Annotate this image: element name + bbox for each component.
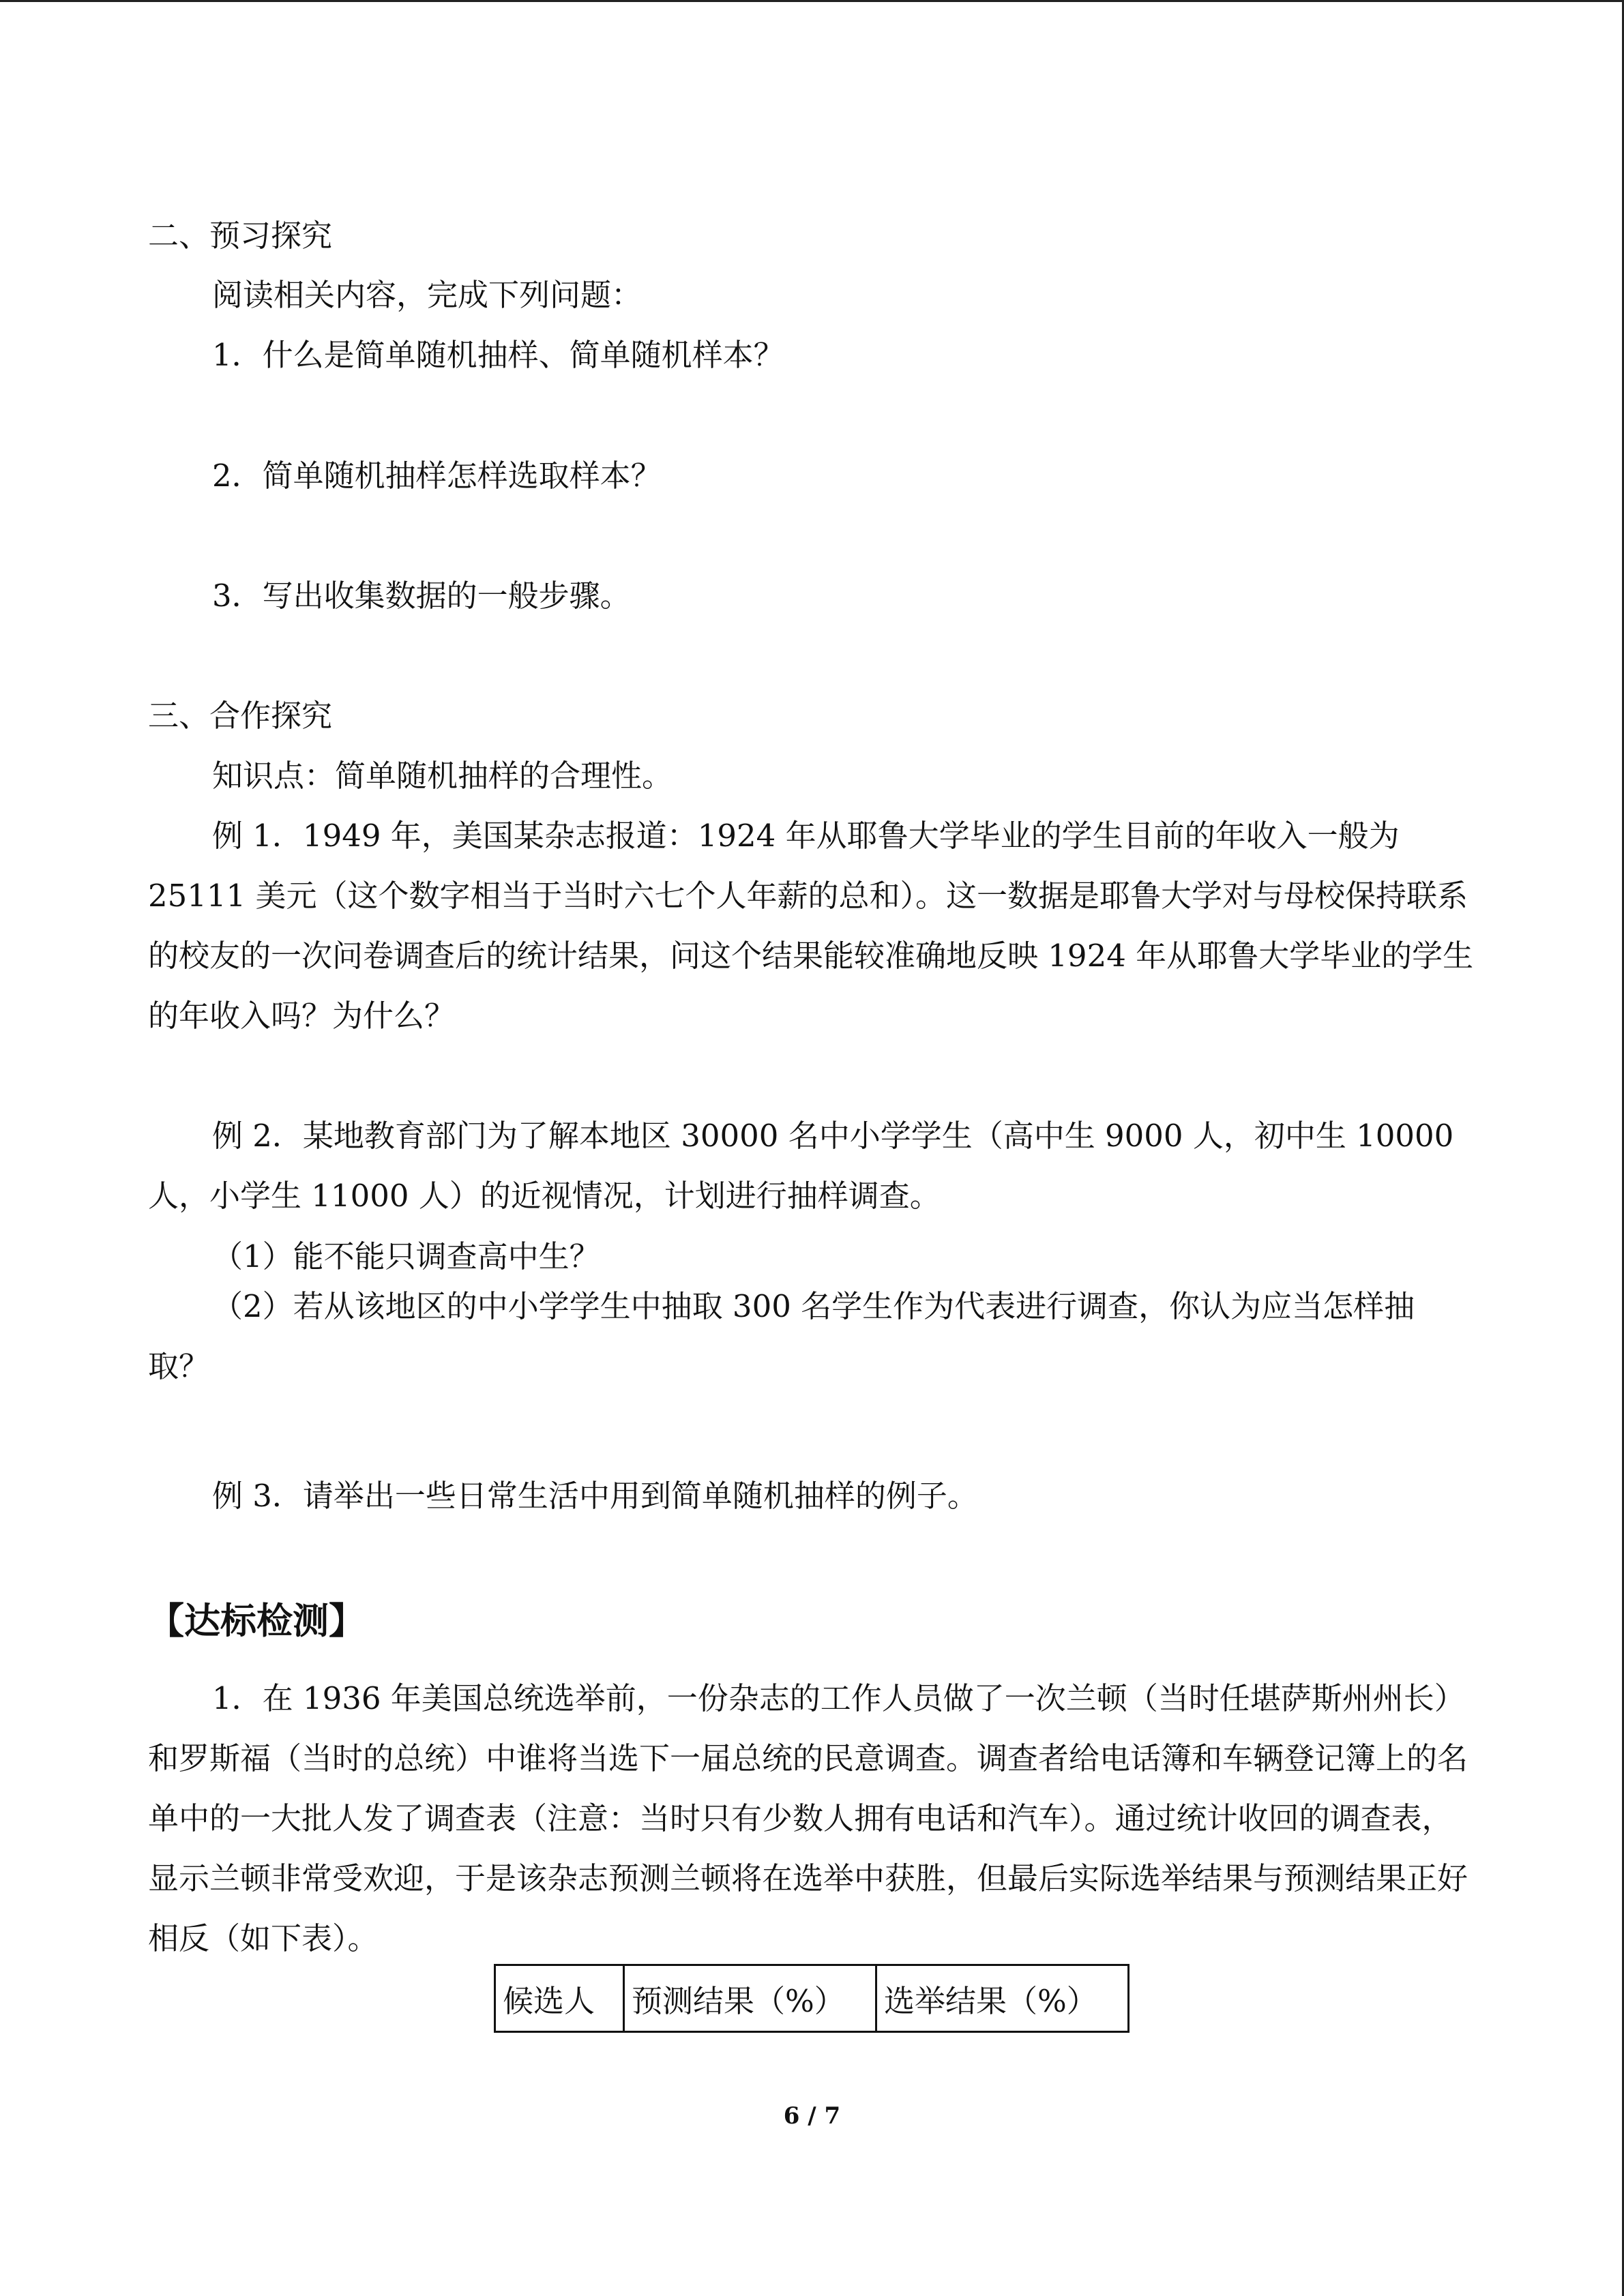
table-header-row (495, 1965, 1129, 2032)
preview-question-1: 1．什么是简单随机抽样、简单随机样本？ (212, 337, 784, 373)
check-heading: 【达标检测】 (148, 1600, 365, 1642)
header-candidate: 候选人 (495, 1965, 624, 2032)
section-heading-cooperate: 三、合作探究 (148, 698, 333, 734)
example-2-question-2: （2）若从该地区的中小学学生中抽取 300 名学生作为代表进行调查，你认为应当怎样抽取？ (148, 1288, 1415, 1384)
preview-intro: 阅读相关内容，完成下列问题： (212, 277, 643, 313)
example-2: 例 2．某地教育部门为了解本地区 30000 名中小学学生（高中生 9000 人，初中生 10000 人，小学生 11000 人）的近视情况，计划进行抽样调查。 (148, 1118, 1454, 1214)
example-3: 例 3．请举出一些日常生活中用到简单随机抽样的例子。 (212, 1478, 978, 1514)
election-results-table (494, 1964, 1130, 2033)
check-question-1: 1．在 1936 年美国总统选举前，一份杂志的工作人员做了一次兰顿（当时任堪萨斯州州长）和罗斯福（当时的总统）中谁将当选下一届总统的民意调查。调查者给电话簿和车辆登记簿上的名单中的一大批人发了调查表（注意：当时只有少数人拥有电话和汽车）。通过统计收回的调查表，显示兰顿非常受欢迎，于是该杂志预测兰顿将在选举中获胜，但最后实际选举结果与预测结果正好相反（如下表）。 (148, 1680, 1468, 1956)
preview-question-2: 2．简单随机抽样怎样选取样本？ (212, 458, 662, 494)
knowledge-point: 知识点：简单随机抽样的合理性。 (212, 758, 673, 794)
section-heading-preview: 二、预习探究 (148, 218, 333, 254)
header-predicted: 预测结果（%） (624, 1965, 876, 2032)
header-actual: 选举结果（%） (876, 1965, 1129, 2032)
example-2-question-1: （1）能不能只调查高中生？ (212, 1238, 600, 1274)
page-border-top (0, 0, 1624, 2)
page-number: 6 / 7 (783, 2102, 841, 2130)
example-1: 例 1．1949 年，美国某杂志报道：1924 年从耶鲁大学毕业的学生目前的年收入一般为 25111 美元（这个数字相当于当时六七个人年薪的总和）。这一数据是耶鲁大学对与母校保持联系的校友的一次问卷调查后的统计结果，问这个结果能较准确地反映 1924 年从耶鲁大学毕业的学生的年收入吗？为什么？ (148, 818, 1474, 1034)
preview-question-3: 3．写出收集数据的一般步骤。 (212, 578, 631, 614)
